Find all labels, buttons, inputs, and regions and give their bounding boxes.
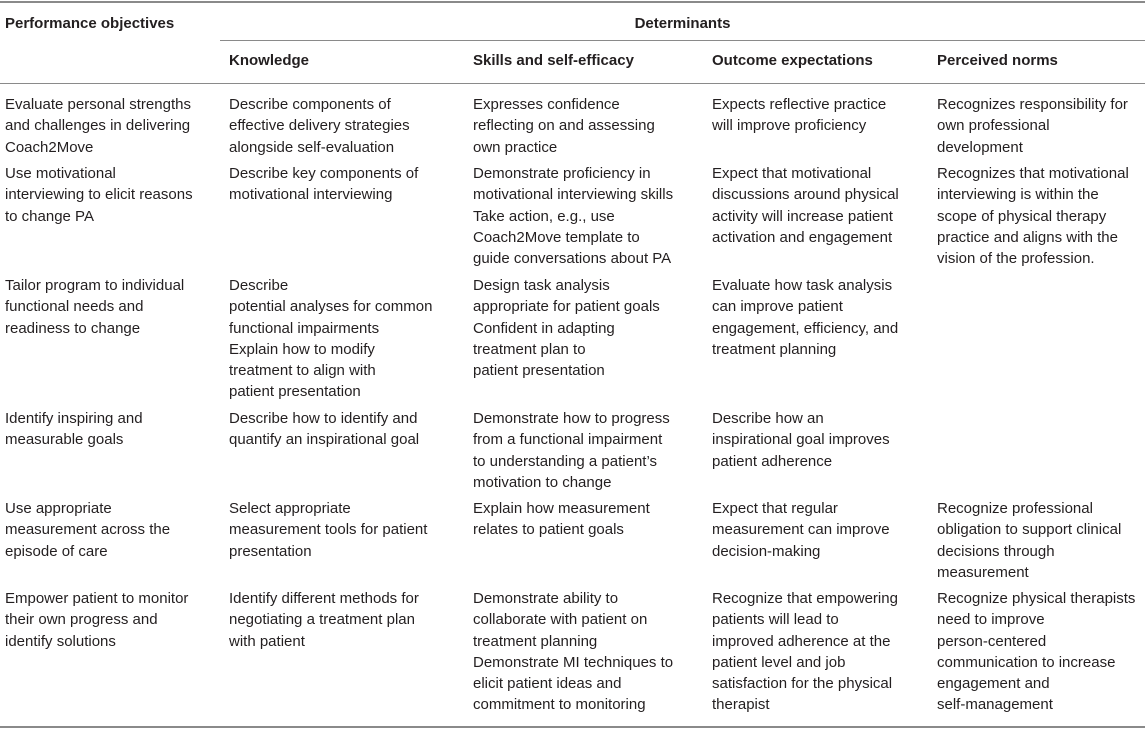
knowledge-cell: Identify different methods for negotiating a treatment plan with patient <box>229 590 419 650</box>
knowledge-cell: Describe potential analyses for common functional impairments Explain how to modify treatment to align with patient presentation <box>229 277 433 401</box>
outcome-cell: Expect that motivational discussions around physical activity will increase patient activation and engagement <box>712 165 899 246</box>
header-rule <box>0 83 1145 84</box>
skills-cell: Demonstrate how to progress from a functional impairment to understanding a patient’s motivation to change <box>473 410 670 491</box>
outcome-cell: Recognize that empowering patients will lead to improved adherence at the patient level and job satisfaction for the physical therapist <box>712 590 898 714</box>
bottom-rule <box>0 726 1145 728</box>
skills-cell: Expresses confidence reflecting on and assessing own practice <box>473 96 655 156</box>
knowledge-cell: Describe components of effective delivery strategies alongside self-evaluation <box>229 96 410 156</box>
outcome-cell: Describe how an inspirational goal improves patient adherence <box>712 410 890 470</box>
knowledge-cell: Describe how to identify and quantify an inspirational goal <box>229 410 420 449</box>
header-performance-objectives: Performance objectives <box>5 15 175 32</box>
objective-cell: Use appropriate measurement across the episode of care <box>5 500 171 560</box>
header-norms: Perceived norms <box>937 52 1058 69</box>
norms-cell: Recognize professional obligation to support clinical decisions through measurement <box>937 500 1122 581</box>
norms-cell: Recognizes responsibility for own professional development <box>937 96 1128 156</box>
header-knowledge: Knowledge <box>229 52 310 69</box>
header-determinants: Determinants <box>634 15 731 32</box>
norms-cell: Recognizes that motivational interviewing is within the scope of physical therapy practice and aligns with the vision of the profession. <box>937 165 1129 268</box>
skills-cell: Design task analysis appropriate for patient goals Confident in adapting treatment plan to patient presentation <box>473 277 660 380</box>
skills-cell: Explain how measurement relates to patient goals <box>473 500 650 539</box>
outcome-cell: Expects reflective practice will improve proficiency <box>712 96 887 135</box>
outcome-cell: Expect that regular measurement can improve decision-making <box>712 500 890 560</box>
objective-cell: Evaluate personal strengths and challenges in delivering Coach2Move <box>5 96 191 156</box>
knowledge-cell: Select appropriate measurement tools for patient presentation <box>229 500 428 560</box>
skills-cell: Demonstrate ability to collaborate with patient on treatment planning Demonstrate MI techniques to elicit patient ideas and commitment to monitoring <box>473 590 674 714</box>
top-rule <box>0 1 1145 3</box>
header-outcome: Outcome expectations <box>712 52 873 69</box>
objective-cell: Use motivational interviewing to elicit reasons to change PA <box>5 165 193 225</box>
header-skills: Skills and self-efficacy <box>473 52 634 69</box>
objective-cell: Empower patient to monitor their own progress and identify solutions <box>5 590 189 650</box>
determinants-rule <box>220 40 1145 41</box>
outcome-cell: Evaluate how task analysis can improve patient engagement, efficiency, and treatment planning <box>712 277 899 358</box>
objective-cell: Identify inspiring and measurable goals <box>5 410 143 449</box>
objective-cell: Tailor program to individual functional needs and readiness to change <box>5 277 185 337</box>
norms-cell: Recognize physical therapists need to improve person-centered communication to increase engagement and self-management <box>937 590 1136 714</box>
skills-cell: Demonstrate proficiency in motivational interviewing skills Take action, e.g., use Coach2Move template to guide conversations about PA <box>473 165 674 268</box>
knowledge-cell: Describe key components of motivational interviewing <box>229 165 419 204</box>
